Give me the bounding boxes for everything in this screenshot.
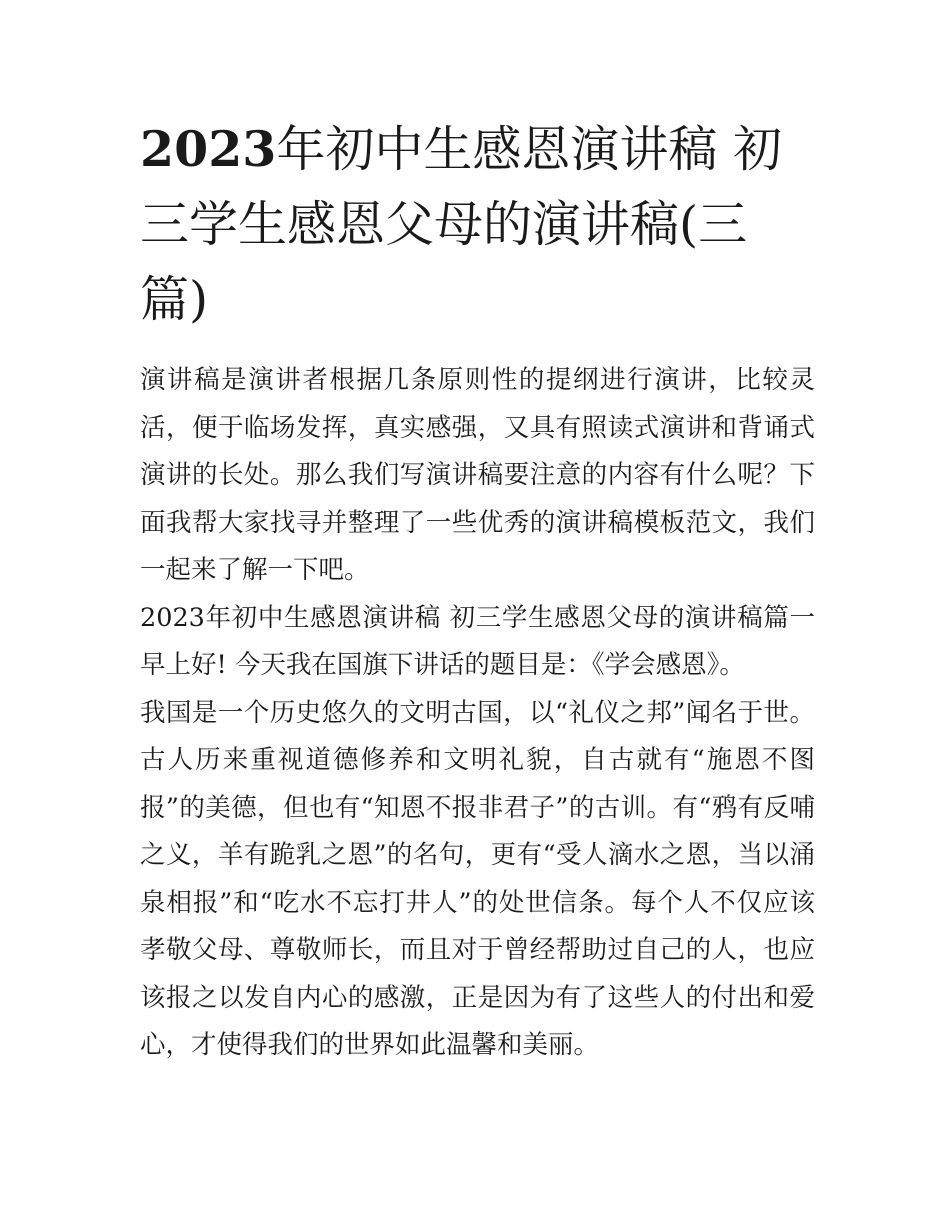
title-year: 2023 [140, 120, 277, 178]
document-title [140, 112, 815, 337]
title-text: 年初中生感恩演讲稿 初三学生感恩父母的演讲稿(三篇) [140, 121, 782, 328]
document-body [140, 112, 815, 1070]
paragraph-speech-body: 我国是一个历史悠久的文明古国，以“礼仪之邦”闻名于世。古人历来重视道德修养和文明礼貌，自古就有“施恩不图报”的美德，但也有“知恩不报非君子”的古训。有“鸦有反哺之义，羊有跪乳之恩”的名句，更有“受人滴水之恩，当以涌泉相报”和“吃水不忘打井人”的处世信条。每个人不仅应该孝敬父母、尊敬师长，而且对于曾经帮助过自己的人，也应该报之以发自内心的感激，正是因为有了这些人的付出和爱心，才使得我们的世界如此温馨和美丽。 [140, 697, 815, 1060]
paragraph-intro: 演讲稿是演讲者根据几条原则性的提纲进行演讲，比较灵活，便于临场发挥，真实感强，又具有照读式演讲和背诵式演讲的长处。那么我们写演讲稿要注意的内容有什么呢？下面我帮大家找寻并整理了一些优秀的演讲稿模板范文，我们一起来了解一下吧。 [140, 365, 815, 585]
paragraph-speech-opening: 2023年初中生感恩演讲稿 初三学生感恩父母的演讲稿篇一 早上好! 今天我在国旗下讲话的题目是：《学会感恩》。 [140, 602, 815, 680]
